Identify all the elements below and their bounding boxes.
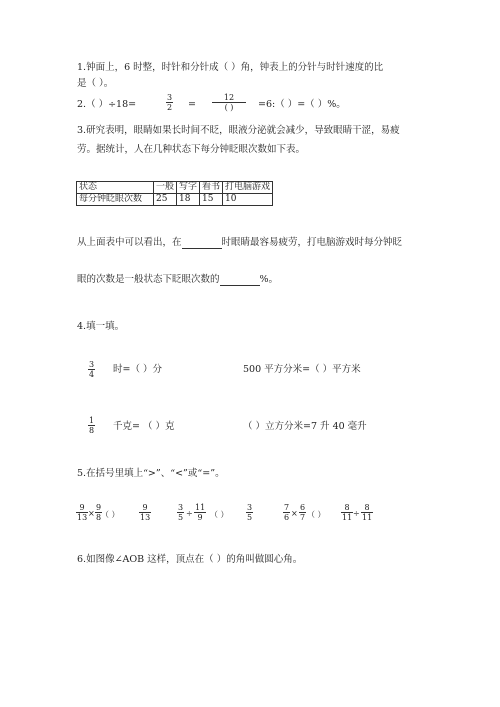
q2-frac1-numerator: 3 — [167, 93, 173, 102]
q4-item2: 500 平方分米=（ ）平方米 — [243, 364, 361, 375]
q2-tail: =6:（ ）=（ ）%。 — [258, 99, 346, 110]
q5-e2-frac-c — [246, 503, 253, 522]
q4-title: 4.填一填。 — [77, 321, 125, 332]
table-cell: 15 — [200, 194, 223, 206]
numerator: 3 — [247, 503, 253, 512]
numerator: 3 — [178, 503, 184, 512]
blink-table — [76, 181, 273, 206]
q2-frac1-denominator: 2 — [167, 103, 173, 112]
q3-analysis-text: 时眼睛最容易疲劳，打电脑游戏时每分钟眨 — [221, 237, 403, 248]
numerator: 9 — [76, 503, 88, 513]
q5-title: 5.在括号里填上“>”、“<”或“=”。 — [77, 468, 225, 479]
q2-equals: = — [188, 99, 196, 110]
numerator: 8 — [361, 503, 373, 513]
q1-line1: 1.钟面上，6 时整，时针和分针成（ ）角，钟表上的分针与时针速度的比 — [77, 62, 384, 73]
q5-e2-answer[interactable]: （ ） — [210, 510, 229, 519]
denominator: 7 — [300, 513, 306, 522]
q5-e1-answer[interactable]: （ ） — [101, 510, 120, 519]
table-header-cell: 看书 — [200, 182, 223, 194]
numerator: 9 — [139, 503, 151, 513]
answer-blank[interactable] — [220, 276, 260, 286]
table-row — [77, 194, 273, 206]
q5-e1-frac-a — [76, 503, 88, 522]
denominator: 13 — [77, 513, 88, 522]
q2-fraction-2 — [212, 93, 246, 112]
q3-analysis-line2 — [77, 273, 278, 286]
answer-blank[interactable] — [182, 239, 222, 249]
numerator: 11 — [195, 503, 206, 512]
q4-item1-numerator: 3 — [89, 360, 95, 369]
denominator: 8 — [96, 513, 102, 522]
denominator: 9 — [197, 513, 203, 522]
numerator: 8 — [341, 503, 353, 513]
q2-frac2-denominator: ( ) — [224, 103, 234, 112]
denominator: 11 — [362, 513, 373, 522]
q2-fraction-1 — [166, 93, 173, 112]
q3-analysis-line1 — [77, 236, 402, 249]
q3-analysis-text: 眼的次数是一般状态下眨眼次数的 — [77, 274, 220, 285]
denominator: 11 — [342, 513, 353, 522]
q5-e3-answer[interactable]: （ ） — [307, 510, 326, 519]
table-cell: 25 — [154, 194, 177, 206]
denominator: 6 — [284, 513, 290, 522]
denominator: 5 — [247, 513, 253, 522]
table-header-cell: 打电脑游戏 — [223, 182, 273, 194]
q5-e3-op: × — [291, 509, 298, 518]
table-header-cell: 一般 — [154, 182, 177, 194]
q4-item3: 千克= （ ）克 — [113, 421, 175, 432]
q3-analysis-text: %。 — [259, 274, 279, 285]
numerator: 6 — [300, 503, 306, 512]
q2-frac2-numerator: 12 — [212, 93, 246, 103]
q5-e3-frac-b — [299, 503, 306, 522]
q4-item3-denominator: 8 — [89, 426, 95, 435]
q5-e3-op2: ÷ — [353, 509, 360, 518]
q4-item1-fraction — [88, 360, 95, 379]
q4-item1: 时=（ ）分 — [113, 364, 162, 375]
numerator: 9 — [96, 503, 102, 512]
q5-e2-op: ÷ — [186, 509, 193, 518]
q1-line2: 是（ ）。 — [77, 78, 114, 89]
q6-text: 6.如图像∠AOB 这样，顶点在（ ）的角叫做圆心角。 — [77, 554, 303, 565]
q2-lead: 2.（ ）÷18= — [77, 99, 137, 110]
q4-item1-denominator: 4 — [89, 370, 95, 379]
denominator: 13 — [140, 513, 151, 522]
q3-line1: 3.研究表明，眼睛如果长时间不眨，眼液分泌就会减少，导致眼睛干涩，易疲 — [77, 125, 400, 136]
q4-item4: （ ）立方分米=7 升 40 毫升 — [243, 421, 367, 432]
q5-e1-frac-c — [139, 503, 151, 522]
table-cell: 18 — [177, 194, 200, 206]
q5-e3-frac-a — [283, 503, 290, 522]
table-header-cell: 状态 — [77, 182, 154, 194]
q5-e2-frac-a — [177, 503, 184, 522]
table-cell: 10 — [223, 194, 273, 206]
q5-e2-frac-b — [194, 503, 206, 522]
table-cell: 每分钟眨眼次数 — [77, 194, 154, 206]
q4-item3-fraction — [88, 416, 95, 435]
table-header-cell: 写字 — [177, 182, 200, 194]
q5-e1-op: × — [88, 509, 95, 518]
table-row — [77, 182, 273, 194]
numerator: 7 — [284, 503, 290, 512]
denominator: 5 — [178, 513, 184, 522]
q4-item3-numerator: 1 — [89, 416, 95, 425]
q5-e3-frac-d — [361, 503, 373, 522]
q3-line2: 劳。据统计，人在几种状态下每分钟眨眼次数如下表。 — [77, 144, 306, 155]
q3-analysis-text: 从上面表中可以看出，在 — [77, 237, 182, 248]
q5-e3-frac-c — [341, 503, 353, 522]
